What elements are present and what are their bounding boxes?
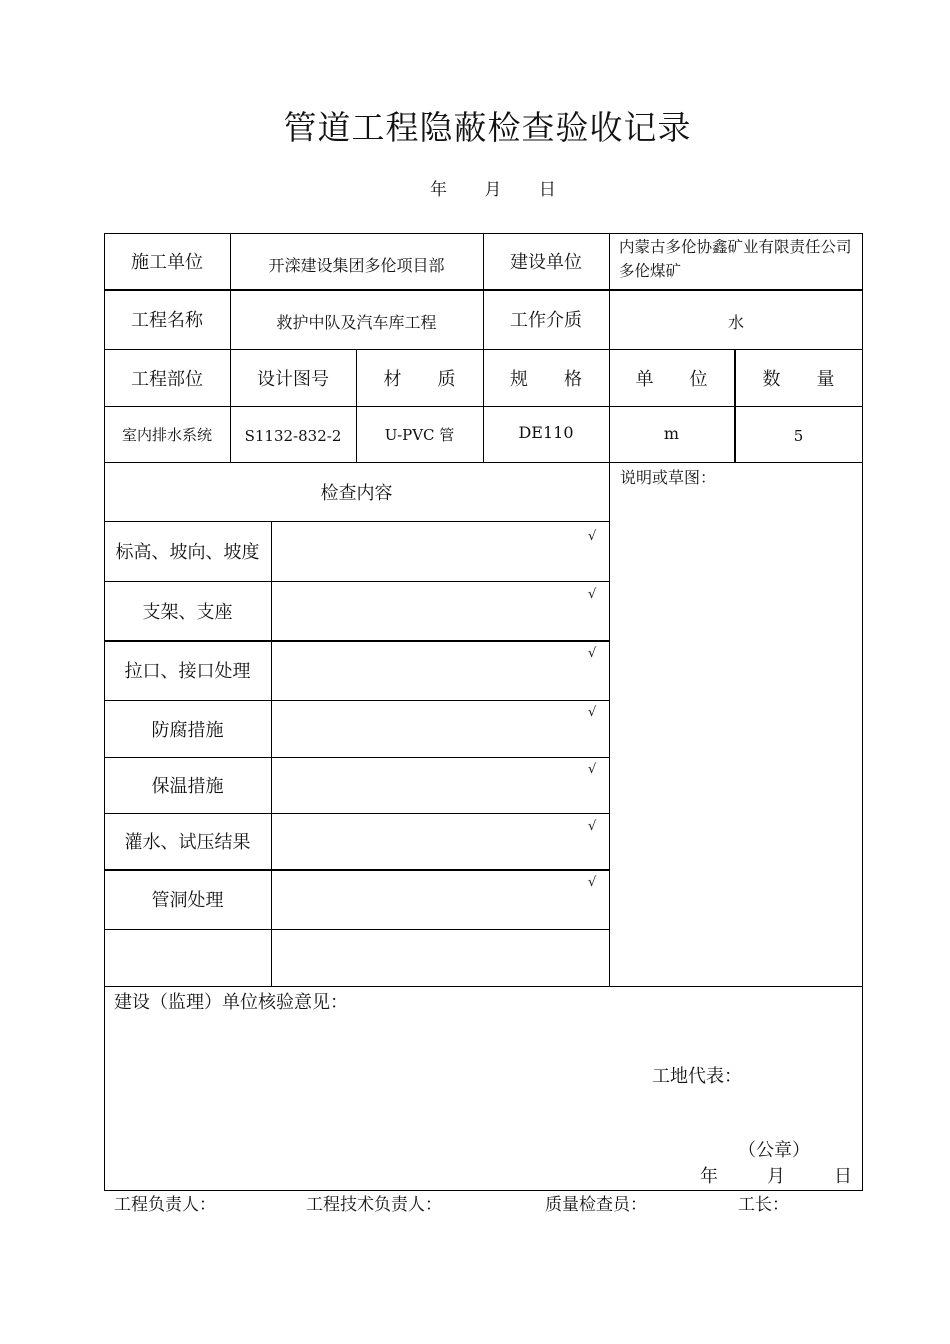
construction-unit-label: 施工单位: [131, 252, 203, 273]
medium-value: 水: [727, 312, 744, 332]
supervision-date-month: 月: [767, 1166, 785, 1187]
spec-value-quantity: 5: [793, 427, 804, 445]
spec-header-material: 材 质: [383, 368, 456, 390]
owner-unit-label: 建设单位: [510, 252, 582, 273]
date-day: 日: [538, 180, 556, 200]
col-divider: [271, 521, 272, 986]
inspection-item-check: √: [588, 819, 597, 834]
inspection-item-label: 拉口、接口处理: [124, 661, 251, 682]
inspection-item-label: 防腐措施: [151, 719, 224, 741]
spec-value-unit: m: [663, 423, 680, 443]
official-seal-label: （公章）: [738, 1140, 810, 1161]
inspection-item-check: √: [588, 875, 597, 890]
foreman-signature: 工长：: [738, 1195, 789, 1215]
spec-header-drawing-no: 设计图号: [257, 368, 329, 390]
inspection-item-check: √: [588, 646, 597, 661]
row-divider: [104, 929, 609, 930]
inspection-item-check: √: [588, 705, 597, 720]
spec-value-material: U-PVC 管: [384, 425, 455, 444]
site-representative-label: 工地代表：: [652, 1066, 742, 1087]
notes-label: 说明或草图：: [620, 468, 717, 487]
row-divider: [104, 986, 863, 987]
spec-header-location: 工程部位: [131, 368, 203, 390]
inspection-item-label: 管洞处理: [151, 890, 224, 911]
project-name-label: 工程名称: [131, 310, 203, 331]
spec-header-quantity: 数 量: [762, 368, 835, 390]
date-line: [430, 175, 588, 200]
date-year: 年: [430, 180, 447, 200]
spec-value-size: DE110: [518, 422, 574, 442]
date-month: 月: [484, 180, 502, 200]
inspection-item-label: 支架、支座: [142, 601, 233, 623]
inspection-item-check: √: [588, 762, 597, 777]
construction-unit-value: 开滦建设集团多伦项目部: [268, 255, 445, 275]
spec-header-unit: 单 位: [635, 368, 708, 390]
quality-inspector-signature: 质量检查员：: [545, 1195, 647, 1215]
supervision-opinion-label: 建设（监理）单位核验意见：: [114, 992, 348, 1013]
spec-value-drawing-no: S1132-832-2: [244, 427, 342, 445]
owner-unit-value: 内蒙古多伦协鑫矿业有限责任公司多伦煤矿: [619, 238, 852, 280]
supervision-date-day: 日: [834, 1166, 852, 1187]
inspection-item-label: 保温措施: [151, 776, 224, 797]
tech-manager-signature: 工程技术负责人：: [306, 1195, 442, 1215]
medium-label: 工作介质: [510, 310, 582, 331]
inspection-item-check: √: [588, 587, 597, 602]
page-title: 管道工程隐蔽检查验收记录: [283, 108, 692, 147]
inspection-item-label: 灌水、试压结果: [124, 832, 251, 853]
inspection-header: 检查内容: [320, 482, 393, 504]
spec-header-size: 规 格: [510, 368, 582, 390]
project-name-value: 救护中队及汽车库工程: [276, 312, 437, 332]
supervision-date-year: 年: [700, 1166, 718, 1187]
inspection-item-label: 标高、坡向、坡度: [115, 542, 260, 563]
inspection-item-check: √: [588, 529, 597, 544]
spec-value-location: 室内排水系统: [121, 425, 212, 444]
project-manager-signature: 工程负责人：: [114, 1195, 216, 1215]
